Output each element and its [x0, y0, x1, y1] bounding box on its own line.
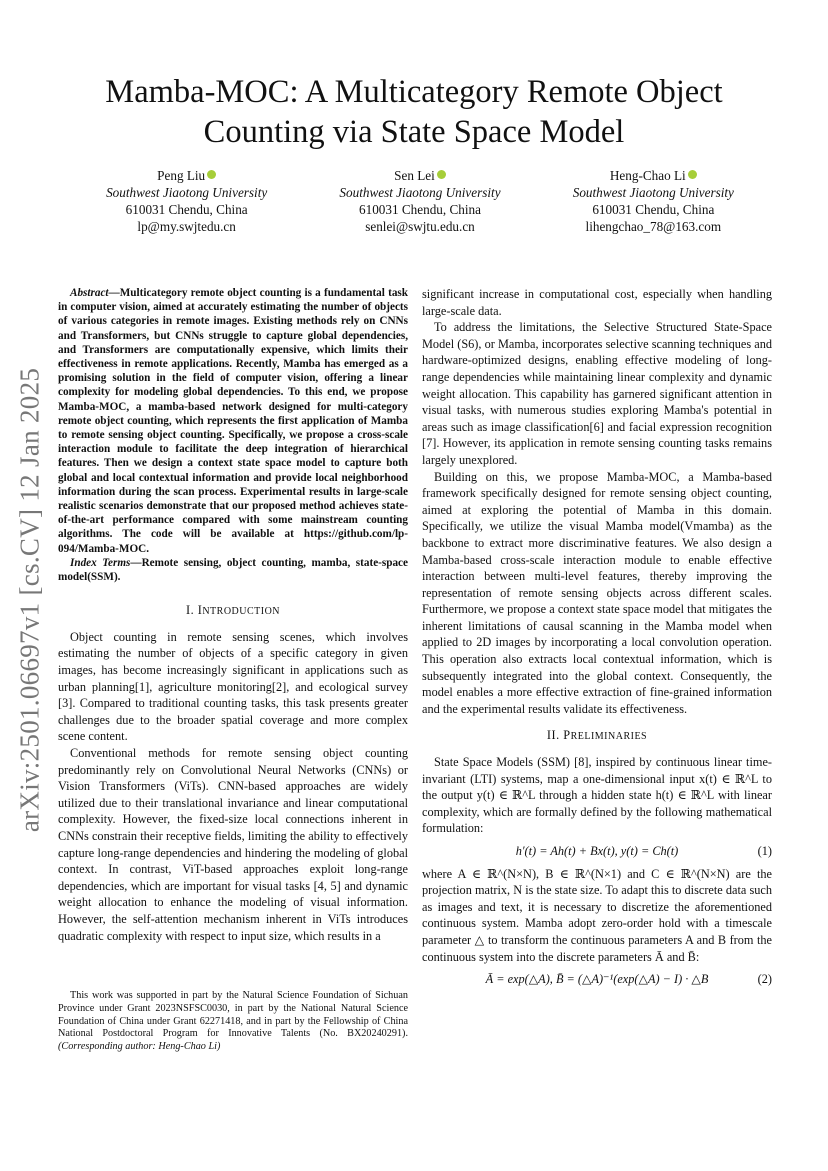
- author-affiliation: Southwest Jiaotong University: [339, 185, 501, 200]
- index-terms-text: —Remote sensing, object counting, mamba, state-space model(SSM).: [58, 556, 408, 584]
- equation-1: [422, 843, 772, 860]
- author-3: [537, 167, 770, 235]
- author-name: Sen Lei: [394, 168, 435, 183]
- left-column: [58, 286, 408, 944]
- section-heading-introduction: I. INTRODUCTION: [185, 603, 281, 618]
- right-paragraph-3: Building on this, we propose Mamba-MOC, a Mamba-based framework specifically designed for remote sensing object counting, aimed at exploring the potential of Mamba in this domain. Specifically, we utilize the visual Mamba model(Vmamba) as the backbone to extract more discriminative features. We also design a Mamba-based cross-scale interaction module to enable effective interaction between multi-level features, thereby improving the representation of remote sensing objects across different scales. Furthermore, we propose a context state space model that mitigates the inherent limitations of causal scanning in the Mamba model when applied to 2D images by incorporating a local convolution operation. This operation also extracts local contextual information, which is subsequently integrated into the global context. Consequently, the model enables a more effective extraction of fine-grained information and the experimental results validate its effectiveness.: [422, 469, 772, 716]
- orcid-icon: [437, 170, 446, 179]
- intro-paragraph-2: Conventional methods for remote sensing object counting predominantly rely on Convolutional Neural Networks (CNNs) or Vision Transformers (ViTs). CNN-based approaches are widely utilized due to their translational invariance and linear computational complexity. However, the fixed-size local connections inherent in CNNs constrain their receptive fields, limiting the ability to effectively capture long-range dependencies and hindering the modeling of global context. In contrast, ViT-based approaches exploit long-range dependencies, which are important for visual tasks [4, 5] and dynamic weight allocation to enhance the modeling of visual information. However, the self-attention mechanism inherent in ViTs introduces quadratic complexity with respect to input size, which results in a: [58, 746, 408, 943]
- section-heading-preliminaries: II. PRELIMINARIES: [546, 728, 648, 743]
- author-affiliation: Southwest Jiaotong University: [106, 185, 268, 200]
- author-email: senlei@swjtu.edu.cn: [365, 219, 475, 234]
- arxiv-sidebar: [5, 350, 55, 850]
- equation-1-number: (1): [757, 844, 772, 858]
- equation-2-body: Ā = exp(△A), B̄ = (△A)⁻¹(exp(△A) − I) · △B: [485, 972, 709, 987]
- equation-2-number: (2): [757, 972, 772, 987]
- abstract: [58, 286, 408, 556]
- equation-2: [422, 971, 772, 988]
- author-block: [70, 167, 770, 235]
- orcid-icon: [688, 170, 697, 179]
- author-address: 610031 Chendu, China: [125, 202, 248, 217]
- author-address: 610031 Chendu, China: [359, 202, 481, 217]
- author-email: lihengchao_78@163.com: [585, 219, 722, 234]
- footnote-text: This work was supported in part by the Natural Science Foundation of Sichuan Province under Grant 2023NSFSC0030, in part by the National Natural Science Foundation of China under Grant 62271418, and in part by the Fellowship of China National Postdoctoral Program for Innovative Talents (No. BX20240291).: [58, 990, 408, 1040]
- orcid-icon: [207, 170, 216, 179]
- equation-1-body: h′(t) = Ah(t) + Bx(t), y(t) = Ch(t): [515, 844, 679, 858]
- author-email: lp@my.swjtedu.cn: [137, 219, 236, 234]
- intro-paragraph-1: Object counting in remote sensing scenes, which involves estimating the number of objects of a specific category in given images, has become increasingly significant in applications such as urban planning[1], agriculture monitoring[2], and ecological survey [3]. Compared to traditional counting tasks, this task presents greater challenges due to the broader spatial coverage and more complex scene content.: [58, 629, 408, 744]
- abstract-label: Abstract: [70, 287, 109, 299]
- arxiv-identifier: arXiv:2501.06697v1 [cs.CV] 12 Jan 2025: [14, 367, 45, 833]
- index-terms: [58, 556, 408, 584]
- prelim-paragraph-2: where A ∈ ℝ^(N×N), B ∈ ℝ^(N×1) and C ∈ ℝ^(N×N) are the projection matrix, N is the state size. To adapt this to discrete data such as images and text, it is necessary to discretize the aforementioned continuous system. Mamba adopt zero-order hold with a timescale parameter △ to transform the continuous parameters A and B from the continuous system into the discrete parameters Ā and B̄:: [422, 866, 772, 964]
- author-name: Peng Liu: [157, 168, 206, 183]
- title-line-2: Counting via State Space Model: [203, 114, 625, 150]
- author-name: Heng-Chao Li: [609, 168, 686, 183]
- abstract-text: —Multicategory remote object counting is a fundamental task in computer vision, aimed at accurately estimating the number of objects of various categories in remote images. Existing methods rely on CNNs and Transformers, but CNNs struggle to capture global dependencies, and Transformers are computationally expensive, which limits their effectiveness in remote applications. Recently, Mamba has emerged as a promising solution in the field of computer vision, offering a linear complexity for modeling global dependencies. To this end, we propose Mamba-MOC, a mamba-based network designed for multi-category remote object counting, which represents the first application of Mamba to remote sensing object counting. Specifically, we propose a cross-scale interaction module to facilitate the deep integration of hierarchical features. Then we design a context state space model to capture both global and local contextual information and provide local neighborhood information during the scan process. Experimental results in large-scale realistic scenarios demonstrate that our proposed method achieves state-of-the-art performance compared with some mainstream counting algorithms. The code will be available at https://github.com/lp-094/Mamba-MOC.: [58, 287, 408, 555]
- author-address: 610031 Chendu, China: [592, 202, 715, 217]
- author-2: [303, 167, 536, 235]
- corresponding-author: (Corresponding author: Heng-Chao Li): [58, 1041, 221, 1053]
- right-paragraph-2: To address the limitations, the Selective Structured State-Space Model (S6), or Mamba, incorporates selective scanning techniques and hardware-optimized designs, enabling effective modeling of long-range dependencies while maintaining linear complexity and dynamic weight allocation. This capability has garnered significant attention in visual tasks, with numerous studies exploring Mamba's potential in areas such as image classification[6] and facial expression recognition [7]. However, its application in remote sensing counting tasks remains largely unexplored.: [422, 320, 772, 467]
- author-affiliation: Southwest Jiaotong University: [572, 185, 734, 200]
- title-line-1: Mamba-MOC: A Multicategory Remote Object: [105, 74, 723, 110]
- right-column: [422, 286, 772, 994]
- footnote: [58, 990, 408, 1054]
- prelim-paragraph-1: State Space Models (SSM) [8], inspired by continuous linear time-invariant (LTI) systems, map a one-dimensional input x(t) ∈ ℝ^L to the output y(t) ∈ ℝ^L through a hidden state h(t) ∈ ℝ^L with linear complexity, which are formally defined by the following mathematical formulation:: [422, 755, 772, 836]
- right-paragraph-1: significant increase in computational cost, especially when handling large-scale data.: [422, 287, 772, 318]
- author-1: [70, 167, 303, 235]
- paper-title: [0, 72, 828, 152]
- index-terms-label: Index Terms: [70, 556, 131, 569]
